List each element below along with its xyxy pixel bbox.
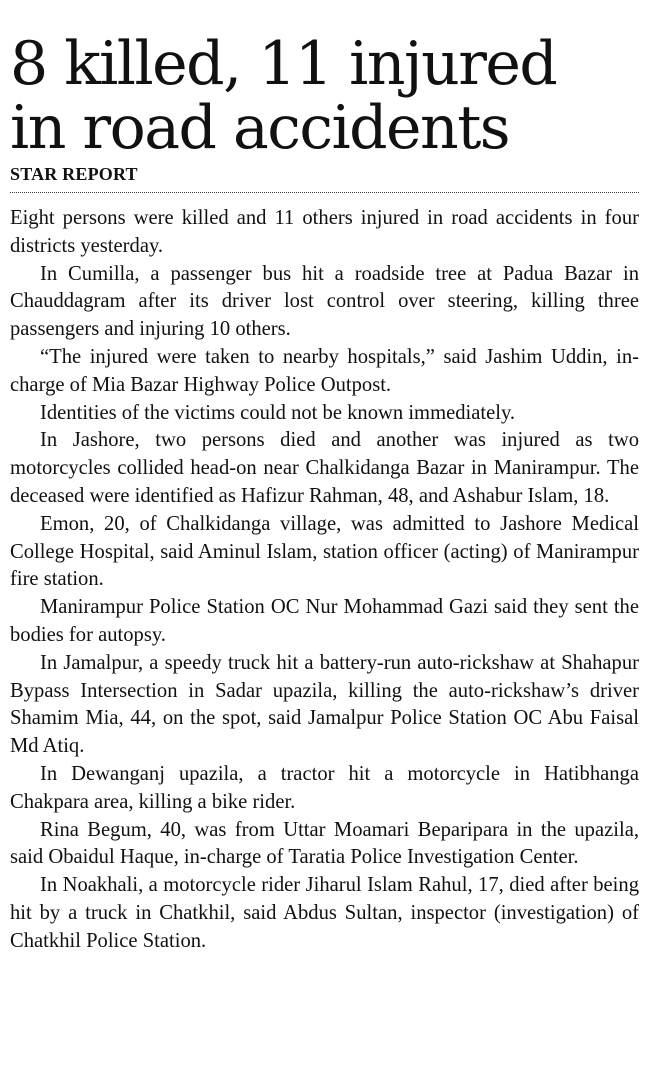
paragraph-10: Rina Begum, 40, was from Uttar Moamari Beparipara in the upazila, said Obaidul Haque, in-charge of Taratia Police Investigation Center. [10,818,639,869]
paragraph-1: Eight persons were killed and 11 others injured in road accidents in four districts yesterday. [10,207,639,257]
headline [10,0,639,163]
news-article [10,0,639,956]
byline: STAR REPORT [10,164,138,184]
paragraph-11: In Noakhali, a motorcycle rider Jiharul Islam Rahul, 17, died after being hit by a truck in Chatkhil, said Abdus Sultan, inspector (investigation) of Chatkhil Police Station. [10,874,639,952]
paragraph-6: Emon, 20, of Chalkidanga village, was admitted to Jashore Medical College Hospital, said Aminul Islam, station officer (acting) of Manirampur fire station. [10,512,639,591]
dotted-divider [10,192,639,193]
paragraph-5: In Jashore, two persons died and another was injured as two motorcycles collided head-on near Chalkidanga Bazar in Manirampur. The deceased were identified as Hafizur Rahman, 48, and Ashabur Islam, 18. [10,429,639,507]
paragraph-3: “The injured were taken to nearby hospitals,” said Jashim Uddin, in-charge of Mia Bazar Highway Police Outpost. [10,345,639,396]
headline-line-2: in road accidents [10,93,510,163]
paragraph-8: In Jamalpur, a speedy truck hit a battery-run auto-rickshaw at Shahapur Bypass Intersection in Sadar upazila, killing the auto-rickshaw’s driver Shamim Mia, 44, on the spot, said Jamalpur Police Station OC Abu Faisal Md Atiq. [10,651,639,758]
headline-line-1: 8 killed, 11 injured [10,29,557,99]
paragraph-2: In Cumilla, a passenger bus hit a roadside tree at Padua Bazar in Chauddagram after its driver lost control over steering, killing three passengers and injuring 10 others. [10,262,639,341]
paragraph-4: Identities of the victims could not be known immediately. [40,401,516,424]
paragraph-9: In Dewanganj upazila, a tractor hit a motorcycle in Hatibhanga Chakpara area, killing a bike rider. [10,762,639,813]
article-body [10,205,639,956]
paragraph-7: Manirampur Police Station OC Nur Mohammad Gazi said they sent the bodies for autopsy. [10,596,639,646]
